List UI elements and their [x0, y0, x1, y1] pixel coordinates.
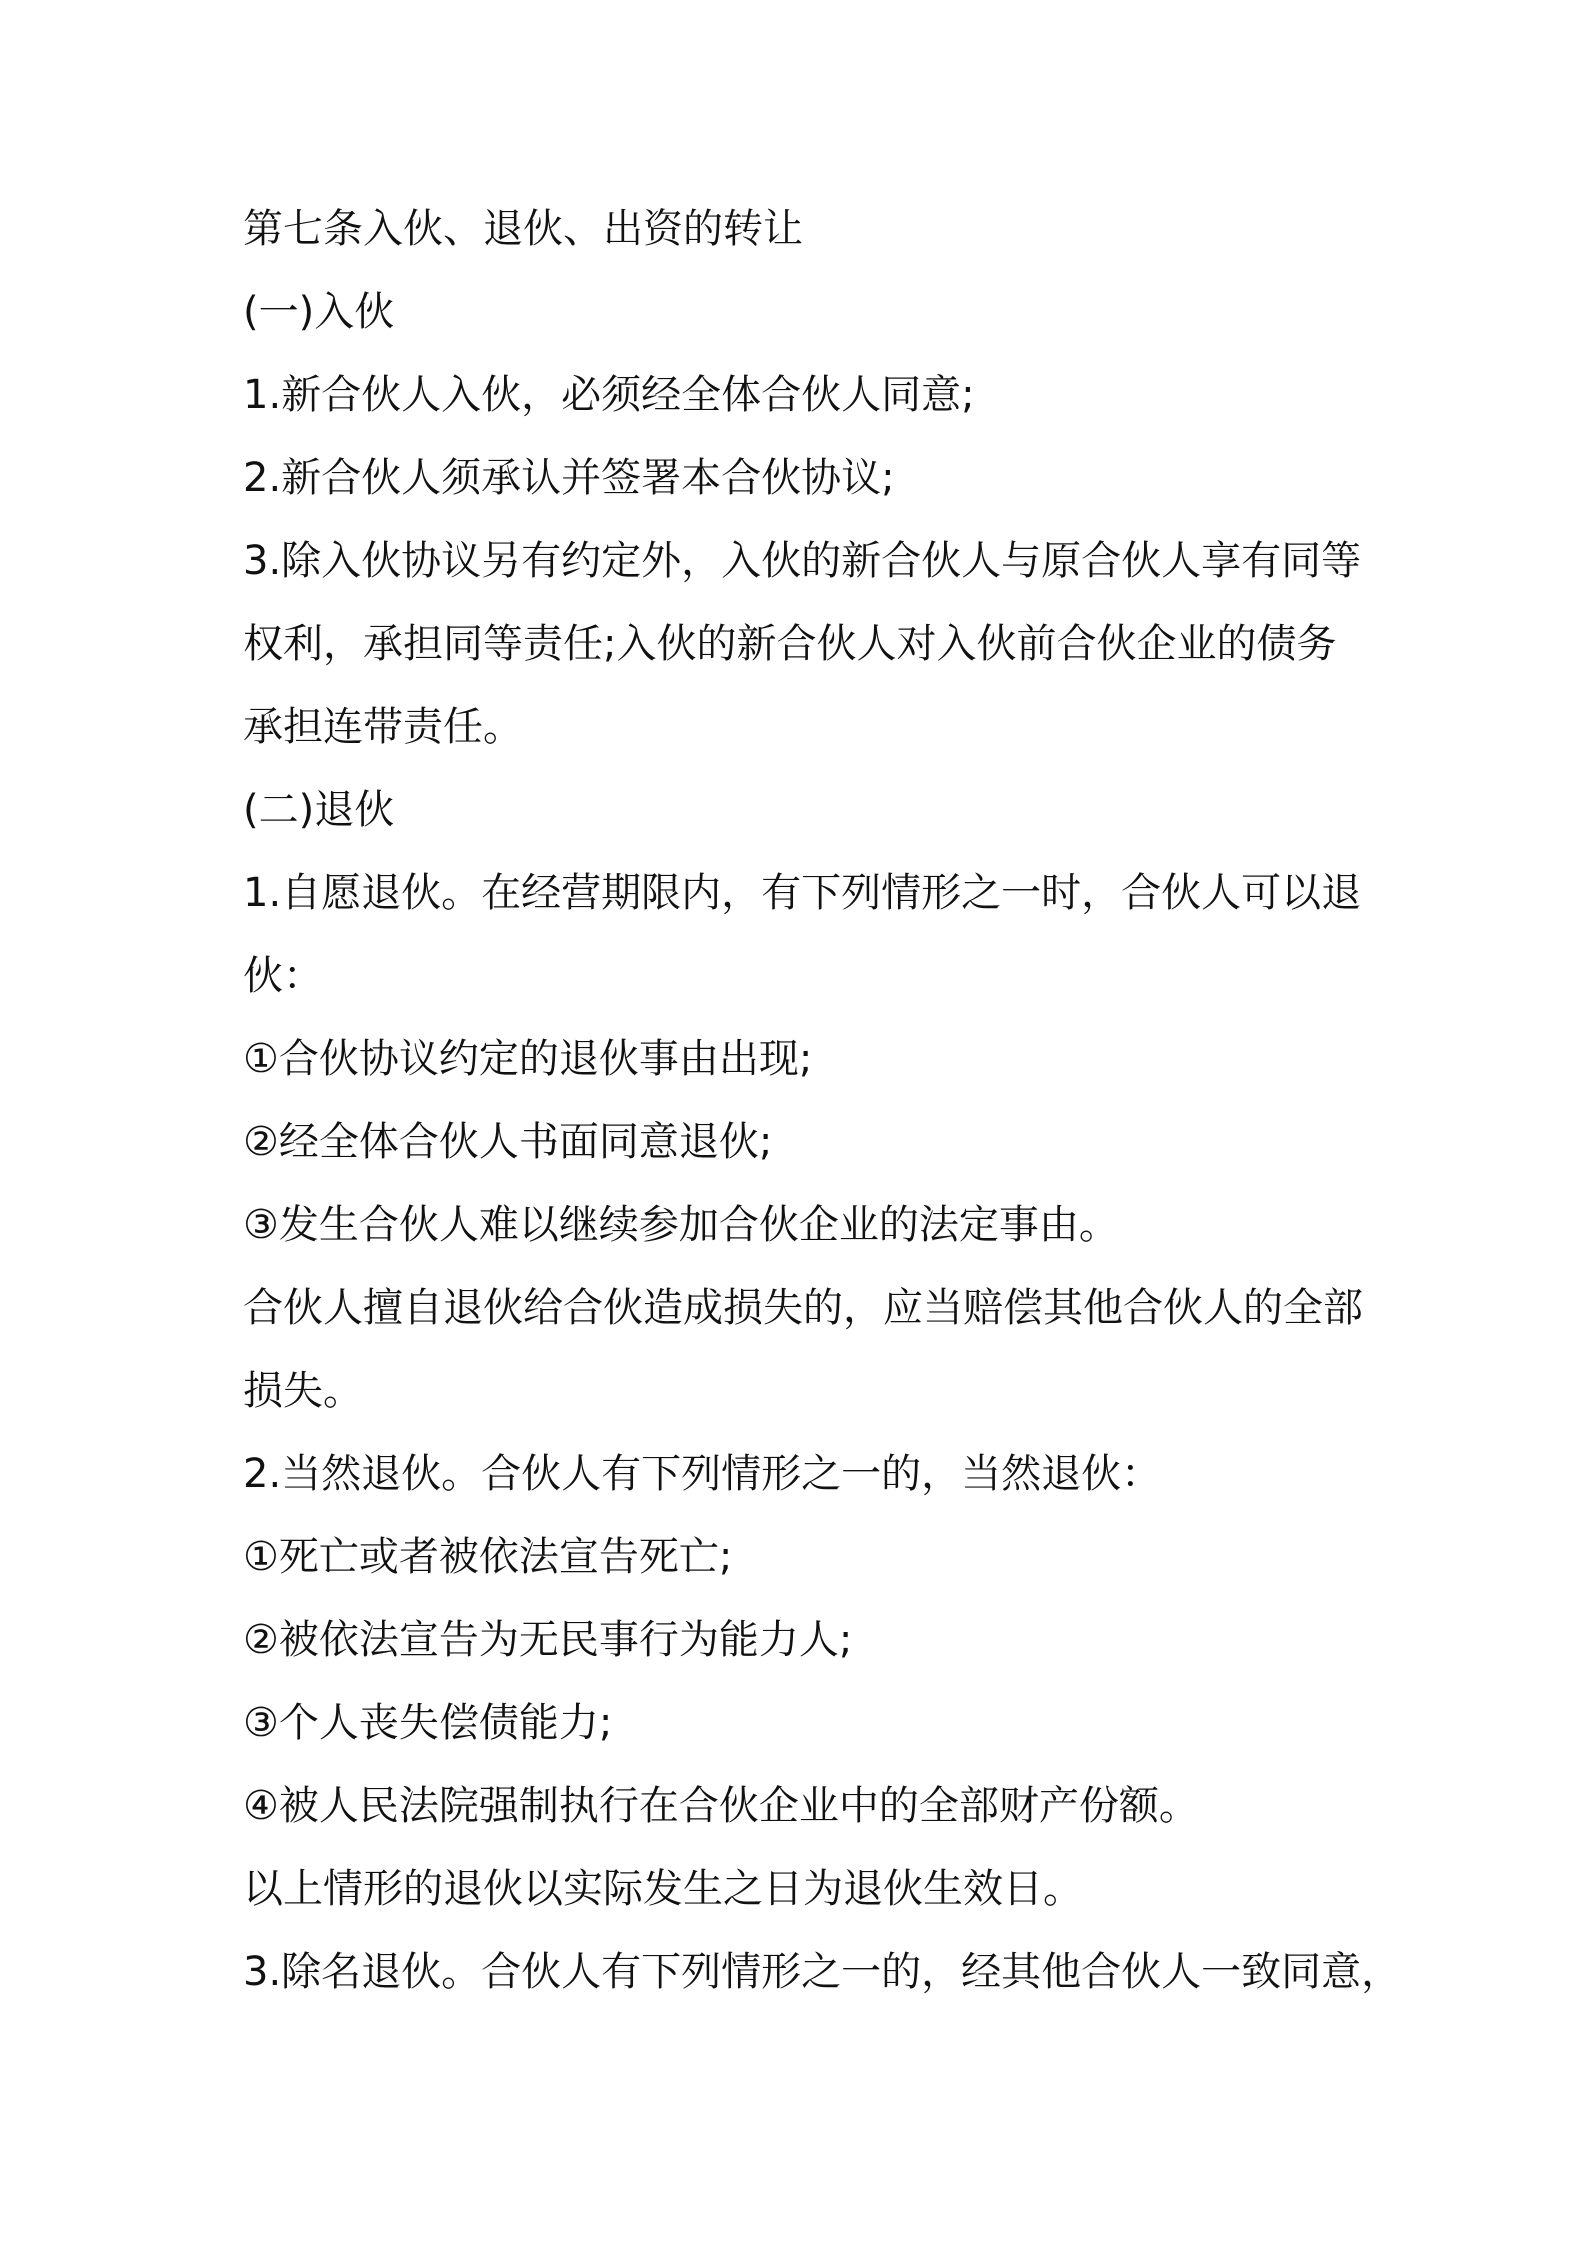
paragraph-line: 3.除入伙协议另有约定外，入伙的新合伙人与原合伙人享有同等	[243, 538, 1362, 584]
paragraph-line: 2.当然退伙。合伙人有下列情形之一的，当然退伙：	[243, 1451, 1162, 1497]
list-item: ③个人丧失偿债能力;	[243, 1700, 613, 1746]
list-item: ②经全体合伙人书面同意退伙;	[243, 1119, 773, 1165]
paragraph-line: 1.自愿退伙。在经营期限内，有下列情形之一时，合伙人可以退	[243, 870, 1362, 916]
paragraph-line: 以上情形的退伙以实际发生之日为退伙生效日。	[243, 1866, 1083, 1912]
paragraph-line: 承担连带责任。	[243, 704, 523, 750]
list-item: ①死亡或者被依法宣告死亡;	[243, 1534, 733, 1580]
paragraph-line: 权利，承担同等责任;入伙的新合伙人对入伙前合伙企业的债务	[243, 621, 1337, 667]
paragraph-line: 合伙人擅自退伙给合伙造成损失的，应当赔偿其他合伙人的全部	[243, 1285, 1363, 1331]
paragraph-line: 1.新合伙人入伙，必须经全体合伙人同意;	[243, 372, 975, 418]
section-heading-withdrawal: (二)退伙	[243, 787, 395, 833]
paragraph-line: 3.除名退伙。合伙人有下列情形之一的，经其他合伙人一致同意，	[243, 1949, 1402, 1995]
list-item: ④被人民法院强制执行在合伙企业中的全部财产份额。	[243, 1783, 1199, 1829]
paragraph-line: 损失。	[243, 1368, 363, 1414]
paragraph-line: 2.新合伙人须承认并签署本合伙协议;	[243, 455, 895, 501]
document-body	[243, 188, 1402, 2014]
paragraph-line: 伙：	[243, 953, 323, 999]
section-heading-joining: (一)入伙	[243, 289, 395, 335]
list-item: ②被依法宣告为无民事行为能力人;	[243, 1617, 853, 1663]
list-item: ①合伙协议约定的退伙事由出现;	[243, 1036, 813, 1082]
list-item: ③发生合伙人难以继续参加合伙企业的法定事由。	[243, 1202, 1119, 1248]
article-heading: 第七条入伙、退伙、出资的转让	[243, 206, 803, 252]
